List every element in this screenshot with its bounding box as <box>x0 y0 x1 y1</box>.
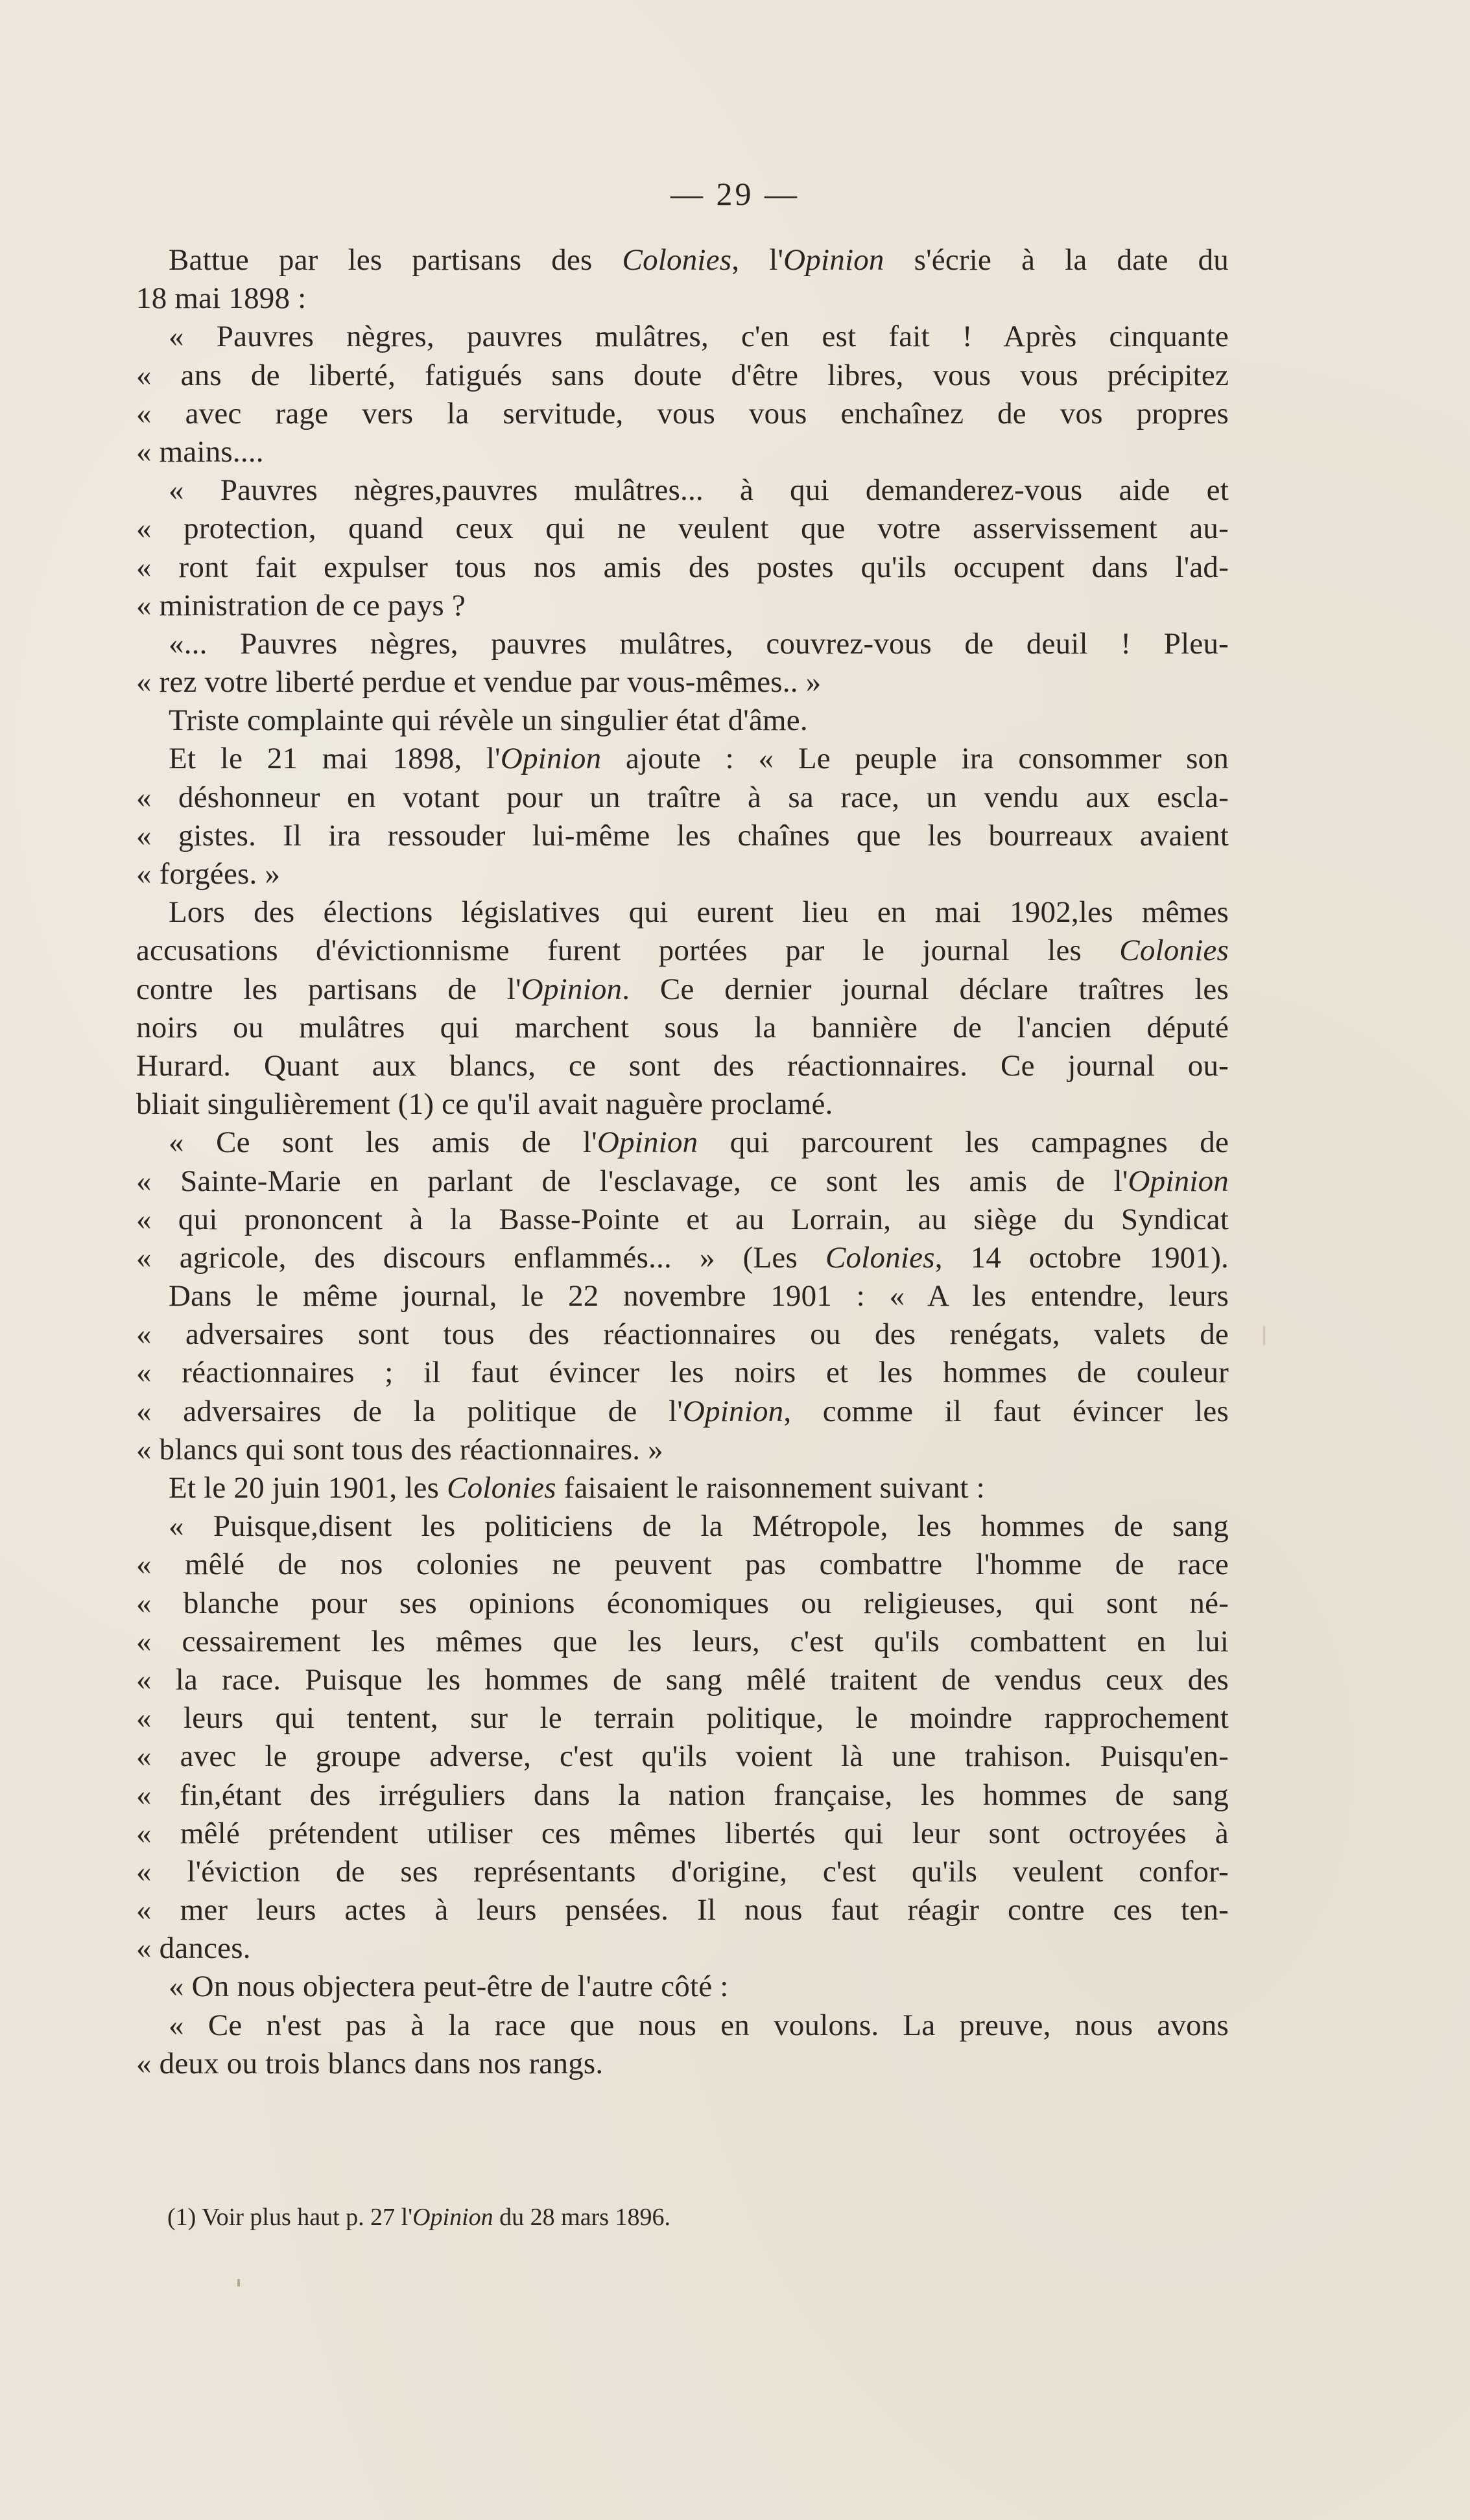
text-line: Et le 20 juin 1901, les Colonies faisaient le raisonnement suivant : <box>169 1471 985 1505</box>
text-line: « Puisque,disent les politiciens de la Métropole, les hommes de sang <box>169 1509 1229 1544</box>
footnote-italic-title: Opinion <box>412 2204 493 2231</box>
text-line: « Sainte-Marie en parlant de l'esclavage, ce sont les amis de l'Opinion <box>136 1164 1229 1198</box>
text-line: Dans le même journal, le 22 novembre 1901 : « A les entendre, leurs <box>169 1279 1229 1313</box>
text-line: « rez votre liberté perdue et vendue par vous-mêmes.. » <box>136 665 822 700</box>
text-line: contre les partisans de l'Opinion. Ce dernier journal déclare traîtres les <box>136 972 1229 1006</box>
text-line: Lors des élections législatives qui eurent lieu en mai 1902,les mêmes <box>169 895 1229 930</box>
text-line: « blanche pour ses opinions économiques ou religieuses, qui sont né- <box>136 1586 1229 1620</box>
text-line: « mer leurs actes à leurs pensées. Il nous faut réagir contre ces ten- <box>136 1893 1229 1927</box>
text-line: « protection, quand ceux qui ne veulent que votre asservissement au- <box>136 512 1229 546</box>
text-line: « avec rage vers la servitude, vous vous enchaînez de vos propres <box>136 396 1229 430</box>
text-line: « forgées. » <box>136 857 281 891</box>
text-line: « la race. Puisque les hommes de sang mêlé traitent de vendus ceux des <box>136 1662 1229 1697</box>
text-line: « ministration de ce pays ? <box>136 588 466 622</box>
text-line: « ans de liberté, fatigués sans doute d'être libres, vous vous précipitez <box>136 358 1229 392</box>
footnote-text-after: du 28 mars 1896. <box>493 2204 671 2231</box>
text-line: Et le 21 mai 1898, l'Opinion ajoute : « Le peuple ira consommer son <box>169 742 1229 776</box>
text-line: « leurs qui tentent, sur le terrain politique, le moindre rapprochement <box>136 1701 1229 1736</box>
footnote-marker: (1) <box>167 2204 196 2231</box>
text-line: « Pauvres nègres,pauvres mulâtres... à qui demanderez-vous aide et <box>169 473 1229 508</box>
text-line: « agricole, des discours enflammés... » (Les Colonies, 14 octobre 1901). <box>136 1240 1229 1275</box>
text-line: Hurard. Quant aux blancs, ce sont des réactionnaires. Ce journal ou- <box>136 1048 1229 1083</box>
text-line: « Ce sont les amis de l'Opinion qui parcourent les campagnes de <box>169 1125 1229 1160</box>
text-line: « ront fait expulser tous nos amis des postes qu'ils occupent dans l'ad- <box>136 550 1229 584</box>
text-line: « avec le groupe adverse, c'est qu'ils voient là une trahison. Puisqu'en- <box>136 1739 1229 1774</box>
text-line: « qui prononcent à la Basse-Pointe et au Lorrain, au siège du Syndicat <box>136 1202 1229 1236</box>
text-line: « dances. <box>136 1931 251 1966</box>
text-line: Triste complainte qui révèle un singulier état d'âme. <box>169 703 808 738</box>
text-line: « réactionnaires ; il faut évincer les noirs et les hommes de couleur <box>136 1356 1229 1390</box>
text-line: « adversaires sont tous des réactionnaires ou des renégats, valets de <box>136 1317 1229 1352</box>
text-line: Battue par les partisans des Colonies, l'Opinion s'écrie à la date du <box>169 243 1229 277</box>
text-line: « mêlé prétendent utiliser ces mêmes libertés qui leur sont octroyées à <box>136 1816 1229 1850</box>
footnote-text-before: Voir plus haut p. 27 l' <box>202 2204 413 2231</box>
text-line: « cessairement les mêmes que les leurs, c'est qu'ils combattent en lui <box>136 1624 1229 1658</box>
text-line: « mains.... <box>136 434 264 469</box>
paper-speck <box>1263 1326 1265 1345</box>
text-line: « deux ou trois blancs dans nos rangs. <box>136 2046 604 2080</box>
text-line: « Ce n'est pas à la race que nous en voulons. La preuve, nous avons <box>169 2008 1229 2042</box>
text-line: bliait singulièrement (1) ce qu'il avait naguère proclamé. <box>136 1087 833 1122</box>
text-line: « adversaires de la politique de l'Opinion, comme il faut évincer les <box>136 1394 1229 1428</box>
text-line: « mêlé de nos colonies ne peuvent pas combattre l'homme de race <box>136 1548 1229 1582</box>
text-line: «... Pauvres nègres, pauvres mulâtres, couvrez-vous de deuil ! Pleu- <box>169 626 1229 661</box>
paper-speck <box>237 2279 240 2287</box>
body-text <box>136 241 1229 2083</box>
text-line: « gistes. Il ira ressouder lui-même les chaînes que les bourreaux avaient <box>136 818 1229 853</box>
text-line: 18 mai 1898 : <box>136 281 307 316</box>
text-line: « blancs qui sont tous des réactionnaires. » <box>136 1432 663 1466</box>
text-line: noirs ou mulâtres qui marchent sous la bannière de l'ancien député <box>136 1010 1229 1044</box>
text-line: « On nous objectera peut-être de l'autre côté : <box>169 1970 729 2004</box>
text-line: « Pauvres nègres, pauvres mulâtres, c'en est fait ! Après cinquante <box>169 320 1229 354</box>
text-line: accusations d'évictionnisme furent portées par le journal les Colonies <box>136 934 1229 968</box>
page-number: — 29 — <box>670 176 800 212</box>
text-line: « l'éviction de ses représentants d'origine, c'est qu'ils veulent confor- <box>136 1854 1229 1889</box>
text-line: « fin,étant des irréguliers dans la nation française, les hommes de sang <box>136 1778 1229 1812</box>
text-line: « déshonneur en votant pour un traître à sa race, un vendu aux escla- <box>136 780 1229 814</box>
footnote <box>167 2201 670 2233</box>
